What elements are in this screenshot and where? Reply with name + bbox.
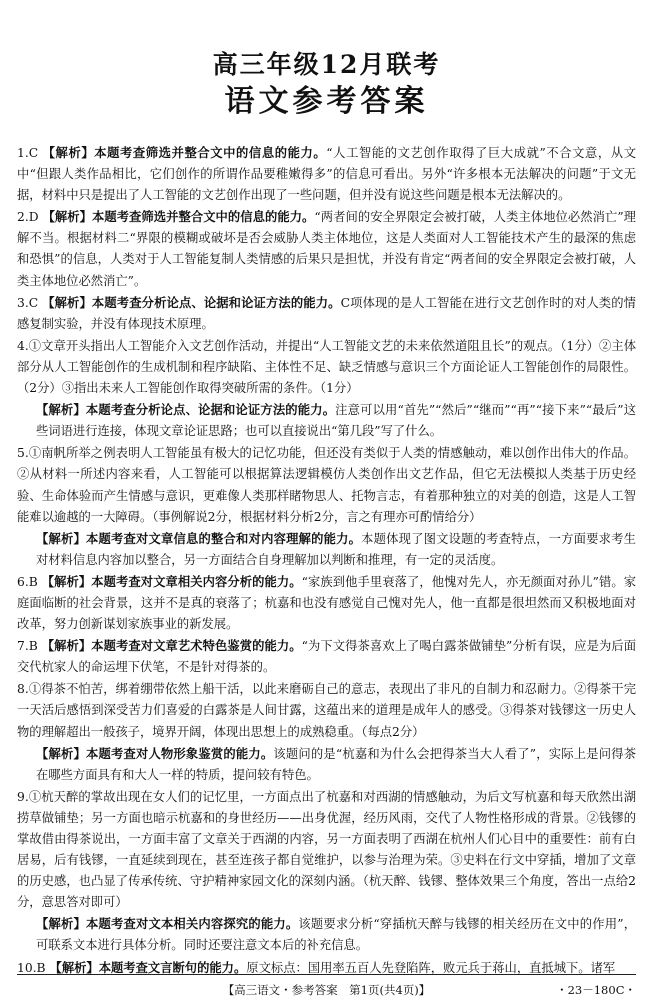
analysis-label: 【解析】本题考查对文章相关内容分析的能力。 (41, 573, 302, 589)
answer-lead: 4. (17, 338, 29, 353)
analysis-label: 【解析】本题考查分析论点、论据和论证方法的能力。 (36, 402, 336, 418)
answer-1 (17, 142, 636, 206)
answer-text: ①杭天醉的掌故出现在女人们的记忆里，一方面点出了杭嘉和对西湖的情感触动，为后文写杭嘉和每天欣然出湖捞草做铺垫；另一方面也暗示杭嘉和的身世经历——出身优渥，经历风雨，交代了人物性格形成的背景。②钱镠的掌故借由得茶说出，一方面丰富了文章关于西湖的内容，另一方面表明了西湖在杭州人们心目中的重要性：前有白居易，后有钱镠，一直延续到现在，甚至连孩子都自觉维护，以参与治理为荣。③史料在行文中穿插，增加了文章的历史感，也凸显了传承传统、守护精神家园文化的深刻内涵。（杭天醉、钱镠、整体效果三个角度，答出一点给2分，意思答对即可） (17, 789, 636, 910)
answer-text: “人工智能的文艺创作取得了巨大成就”不合文意，从文中“但跟人类作品相比，它们创作的所谓作品要稚嫩得多”的信息可看出。另外“许多根本无法解决的问题”于文无据，材料中只是提出了人工智能的文艺创作出现了一些问题，但并没有说这些问题是根本无法解决的。 (17, 146, 636, 203)
answer-text: “两者间的安全界限定会被打破，人类主体地位必然消亡”理解不当。根据材料二“界限的模糊或破坏是否会威胁人类主体地位，这是人类面对人工智能技术产生的最深的焦虑和恐惧”的信息，人类对于人工智能复制人类情感的后果只是担忧，并没有肯定“两者间的安全界限定会被打破，人类主体地位必然消亡”。 (17, 210, 636, 288)
answer-text: 本题体现了图文设题的考查特点，一方面要求考生对材料信息内容加以整合，另一方面结合自身理解加以判断和推理，有一定的灵活度。 (36, 531, 636, 567)
answer-lead: 9. (17, 789, 29, 804)
footer-page-info: 【高三语文・参考答案 第1页(共4页)】 (222, 983, 431, 997)
answer-3 (17, 292, 636, 335)
answer-lead: 8. (17, 682, 29, 697)
analysis-label: 【解析】本题考查分析论点、论据和论证方法的能力。 (42, 294, 341, 310)
answer-lead: 10.B (17, 960, 50, 975)
answer-lead: 1.C (17, 146, 43, 160)
answer-lead: 3.C (17, 295, 43, 310)
answer-2 (17, 206, 636, 291)
answer-lead: 2.D (17, 210, 43, 225)
answer-text: 原文标点：国用率五百人先登陷阵，败元兵于蒋山，直抵城下。诸军 (246, 960, 616, 975)
analysis-label: 【解析】本题考查对文章信息的整合和对内容理解的能力。 (36, 530, 362, 546)
answer-text: “家族到他手里衰落了，他愧对先人，亦无颜面对孙儿”错。家庭面临断的社会背景，这并不是真的衰落了；杭嘉和也没有感觉自己愧对先人，他一直都是很坦然而又积极地面对改革，努力创新谋划家族事业的新发展。 (17, 574, 636, 632)
answer-9 (17, 786, 636, 914)
answer-5 (17, 442, 636, 527)
answer-lead: 6.B (17, 574, 42, 589)
exam-title: 高三年级12月联考 (212, 50, 441, 79)
answer-7 (17, 635, 636, 678)
answer-text: “为下文得茶喜欢上了喝白露茶做铺垫”分析有误，应是为后面交代杭家人的命运埋下伏笔，不是针对得茶的。 (17, 639, 636, 675)
analysis-label: 【解析】本题考查筛选并整合文中的信息的能力。 (42, 145, 327, 160)
answer-lead: 5. (17, 446, 29, 461)
answer-5-analysis (17, 528, 636, 571)
answer-key-title: 语文参考答案 (224, 84, 429, 119)
analysis-label: 【解析】本题考查对人物形象鉴赏的能力。 (36, 745, 274, 761)
answer-list (17, 142, 636, 979)
answer-text: 注意可以用“首先”“然后”“继而”“再”“接下来”“最后”这些词语进行连接，体现文章论证思路；也可以直接说出“第几段”写了什么。 (36, 403, 636, 439)
answer-text: ①南帆所举之例表明人工智能虽有极大的记忆功能，但还没有类似于人类的情感触动，难以创作出伟大的作品。②从材料一所述内容来看，人工智能可以根据算法逻辑模仿人类创作出文艺作品，但它无法模拟人类基于历史经验、生命体验而产生情感与意识，更难像人类那样睹物思人、托物言志，有着那种独立的对美的创造，这是人工智能难以逾越的一大障碍。（事例解说2分，根据材料分析2分，言之有理亦可酌情给分） (17, 446, 636, 524)
page-footer (17, 974, 636, 997)
footer-code: ・23－180C・ (556, 983, 636, 997)
answer-text: 该题问的是“杭嘉和为什么会把得茶当大人看了”，实际上是问得茶在哪些方面具有和大人一样的特质，提问较有特色。 (36, 746, 636, 782)
answer-lead: 7.B (17, 639, 42, 654)
answer-8 (17, 678, 636, 742)
analysis-label: 【解析】本题考查文言断句的能力。 (49, 959, 247, 975)
answer-6 (17, 571, 636, 635)
analysis-label: 【解析】本题考查对文章艺术特色鉴赏的能力。 (41, 638, 302, 654)
answer-9-analysis (17, 913, 636, 956)
answer-8-analysis (17, 743, 636, 786)
answer-4-analysis (17, 399, 636, 442)
analysis-label: 【解析】本题考查对文本相关内容探究的能力。 (36, 916, 299, 932)
answer-4 (17, 335, 636, 399)
answer-text: ①文章开头指出人工智能介入文艺创作活动，并提出“人工智能文艺的未来依然道阻且长”的观点。（1分）②主体部分从人工智能创作的生成机制和程序缺陷、主体性不足、缺乏情感与意识三个方面论证人工智能创作的局限性。（2分）③指出未来人工智能创作取得突破所需的条件。（1分） (17, 338, 636, 396)
answer-text: ①得茶不怕苦，绑着绷带依然上船干活，以此来磨砺自己的意志，表现出了非凡的自制力和忍耐力。②得茶干完一天活后感悟到深受苦力们喜爱的白露茶是人间甘露，这蕴出来的道理是成年人的感受。③得茶对钱镠这一历史人物的理解超出一般孩子，境界开阔，体现出思想上的成熟稳重。（每点2分） (17, 682, 636, 739)
analysis-label: 【解析】本题考查筛选并整合文中的信息的能力。 (42, 209, 315, 225)
answer-text: 该题要求分析“穿插杭天醉与钱镠的相关经历在文中的作用”，可联系文本进行具体分析。同时还要注意文本后的补充信息。 (36, 917, 636, 953)
answer-text: C项体现的是人工智能在进行文艺创作时的对人类的情感复制实验，并没有体现技术原理。 (17, 295, 636, 331)
